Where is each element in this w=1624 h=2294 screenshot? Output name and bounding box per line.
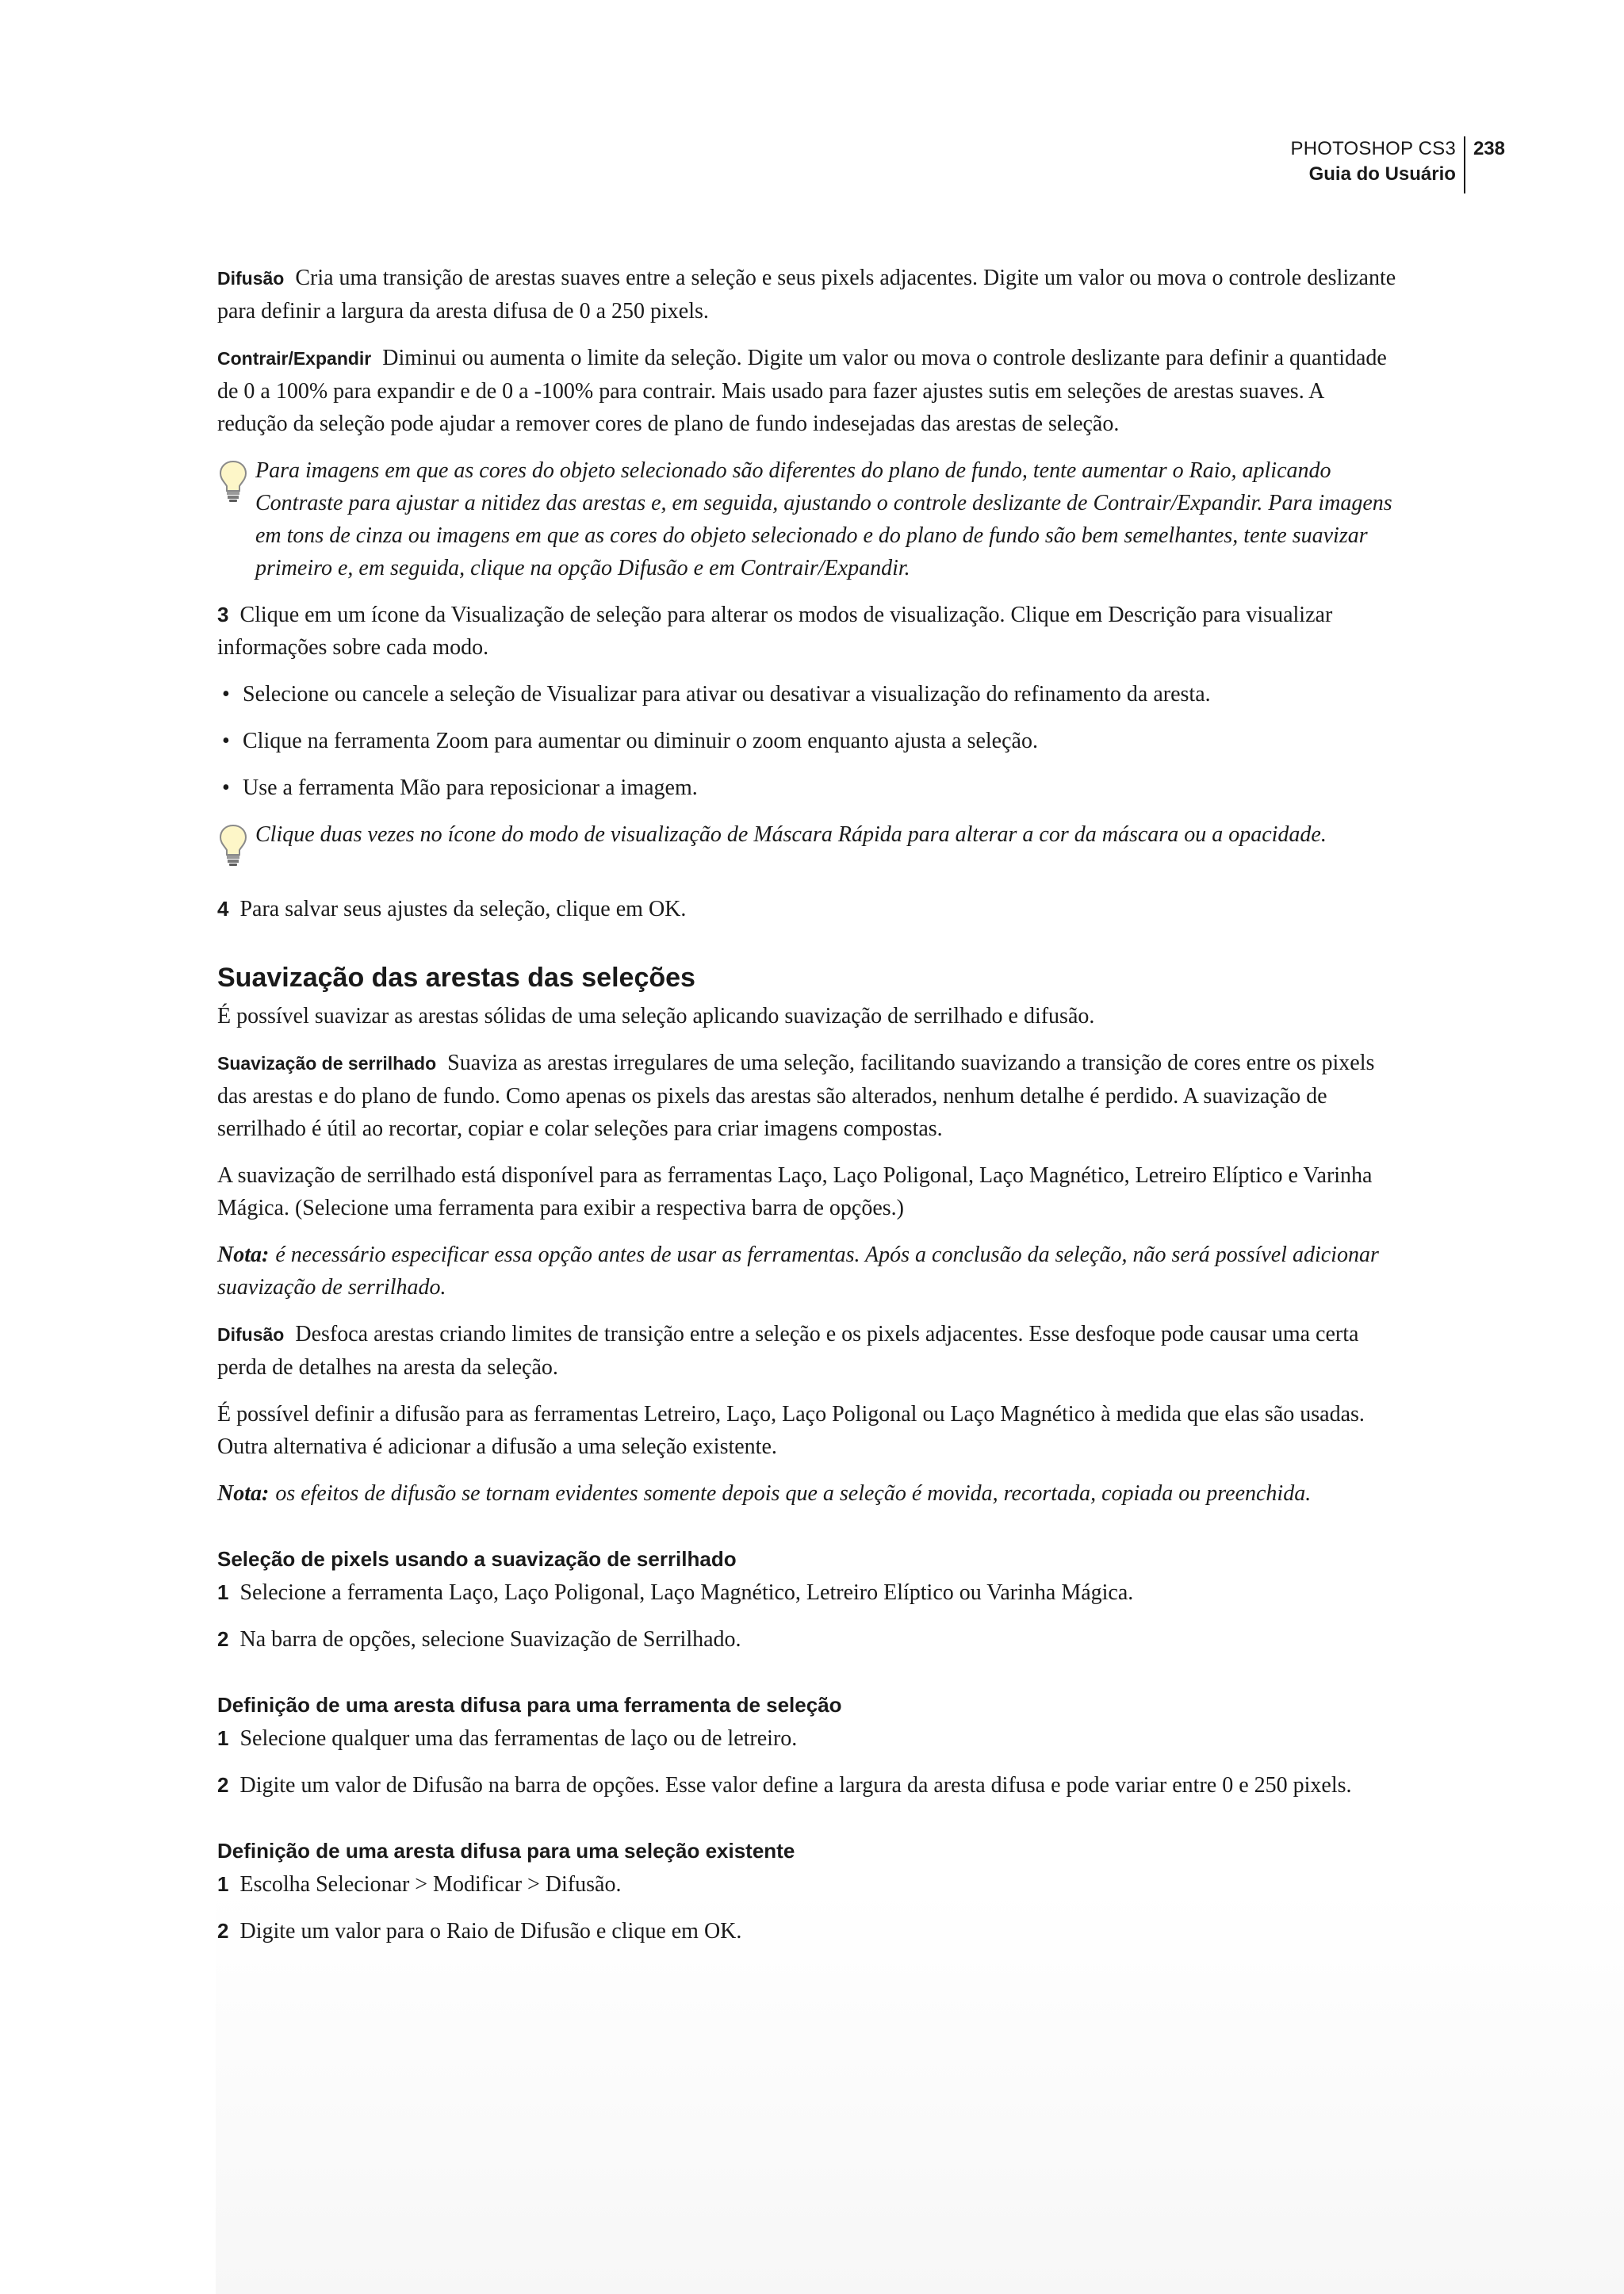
procedure-step (217, 1769, 1399, 1802)
paragraph-difusao-ferramentas: É possível definir a difusão para as ferramentas Letreiro, Laço, Laço Poligonal ou Laço Magnético à medida que elas são usadas. Outra alternativa é adicionar a difusão a uma seleção existente. (217, 1402, 1365, 1459)
step-4 (217, 893, 1399, 925)
step-3 (217, 599, 1399, 664)
step-number: 1 (217, 1872, 229, 1896)
tip-text: Para imagens em que as cores do objeto selecionado são diferentes do plano de fundo, tente aumentar o Raio, aplicando Contraste para ajustar a nitidez das arestas e, em seguida, ajustando o controle deslizante de Contrair/Expandir. Para imagens em tons de cinza ou imagens em que as cores do objeto selecionado e do plano de fundo são bem semelhantes, tente suavizar primeiro e, em seguida, clique na opção Difusão e em Contrair/Expandir. (255, 458, 1392, 580)
term-label: Suavização de serrilhado (217, 1053, 437, 1074)
section-title: Suavização das arestas das seleções (217, 963, 695, 993)
lightbulb-icon (217, 459, 249, 504)
paragraph-contrair-expandir (217, 342, 1399, 440)
running-header (1291, 136, 1506, 193)
paragraph-difusao (217, 262, 1399, 327)
bullet-item (217, 678, 1399, 710)
note-text: os efeitos de difusão se tornam evidentes somente depois que a seleção é movida, recortada, copiada ou preenchida. (275, 1481, 1312, 1506)
note-text: é necessário especificar essa opção antes de usar as ferramentas. Após a conclusão da seleção, não será possível adicionar suavização de serrilhado. (217, 1243, 1379, 1300)
step-text: Na barra de opções, selecione Suavização de Serrilhado. (239, 1627, 741, 1652)
term-description: Diminui ou aumenta o limite da seleção. Digite um valor ou mova o controle deslizante para definir a quantidade de 0 a 100% para expandir e de 0 a -100% para contrair. Mais usado para fazer ajustes sutis em seleções de arestas suaves. A redução da seleção pode ajudar a remover cores de plano de fundo indesejadas das arestas de seleção. (217, 346, 1387, 436)
note (217, 1477, 1399, 1510)
tip-text: Clique duas vezes no ícone do modo de visualização de Máscara Rápida para alterar a cor da máscara ou a opacidade. (255, 822, 1327, 847)
tip-block (217, 818, 1399, 869)
step-number: 3 (217, 603, 229, 626)
step-text: Para salvar seus ajustes da seleção, clique em OK. (239, 897, 687, 921)
step-text: Escolha Selecionar > Modificar > Difusão. (239, 1872, 622, 1897)
step-number: 1 (217, 1726, 229, 1750)
procedure-step (217, 1623, 1399, 1656)
procedure-step (217, 1722, 1399, 1755)
page-number: 238 (1473, 138, 1505, 159)
note-label: Nota: (217, 1481, 270, 1506)
procedure-step (217, 1868, 1399, 1901)
bullet-marker: • (222, 682, 230, 707)
note-label: Nota: (217, 1243, 270, 1267)
paragraph-ferramentas: A suavização de serrilhado está disponível para as ferramentas Laço, Laço Poligonal, Laço Magnético, Letreiro Elíptico e Varinha Mágica. (Selecione uma ferramenta para exibir a respectiva barra de opções.) (217, 1163, 1373, 1220)
tip-block (217, 454, 1399, 584)
section-intro: É possível suavizar as arestas sólidas de uma seleção aplicando suavização de serrilhado e difusão. (217, 1004, 1095, 1028)
term-label: Difusão (217, 268, 285, 289)
step-number: 4 (217, 897, 229, 921)
subsection-title: Definição de uma aresta difusa para uma ferramenta de seleção (217, 1693, 842, 1717)
paragraph-difusao-2 (217, 1318, 1399, 1384)
page-content (217, 262, 1399, 1962)
lightbulb-icon (217, 823, 249, 867)
bullet-marker: • (222, 729, 230, 753)
bullet-text: Use a ferramenta Mão para reposicionar a imagem. (243, 776, 698, 800)
subsection-title: Definição de uma aresta difusa para uma seleção existente (217, 1839, 795, 1863)
bullet-text: Selecione ou cancele a seleção de Visualizar para ativar ou desativar a visualização do refinamento da aresta. (243, 682, 1211, 707)
term-label: Difusão (217, 1324, 285, 1345)
step-number: 1 (217, 1580, 229, 1604)
bullet-text: Clique na ferramenta Zoom para aumentar ou diminuir o zoom enquanto ajusta a seleção. (243, 729, 1038, 753)
term-description: Cria uma transição de arestas suaves entre a seleção e seus pixels adjacentes. Digite um valor ou mova o controle deslizante para definir a largura da aresta difusa de 0 a 250 pixels. (217, 266, 1396, 324)
bullet-item (217, 725, 1399, 757)
note (217, 1239, 1399, 1304)
step-text: Selecione a ferramenta Laço, Laço Poligonal, Laço Magnético, Letreiro Elíptico ou Varinha Mágica. (239, 1580, 1134, 1605)
header-guide: Guia do Usuário (1308, 163, 1456, 185)
term-description: Suaviza as arestas irregulares de uma seleção, facilitando suavizando a transição de cores entre os pixels das arestas e do plano de fundo. Como apenas os pixels das arestas são alterados, nenhum detalhe é perdido. A suavização de serrilhado é útil ao recortar, copiar e colar seleções para criar imagens compostas. (217, 1051, 1375, 1141)
step-number: 2 (217, 1627, 229, 1651)
subsection-title: Seleção de pixels usando a suavização de serrilhado (217, 1547, 737, 1571)
step-text: Digite um valor para o Raio de Difusão e clique em OK. (239, 1919, 742, 1944)
term-label: Contrair/Expandir (217, 348, 372, 369)
term-description: Desfoca arestas criando limites de transição entre a seleção e os pixels adjacentes. Esse desfoque pode causar uma certa perda de detalhes na aresta da seleção. (217, 1322, 1359, 1380)
step-number: 2 (217, 1919, 229, 1943)
step-text: Clique em um ícone da Visualização de seleção para alterar os modos de visualização. Clique em Descrição para visualizar informações sobre cada modo. (217, 603, 1333, 660)
header-product: PHOTOSHOP CS3 (1290, 138, 1456, 159)
bullet-item (217, 772, 1399, 804)
step-number: 2 (217, 1773, 229, 1797)
bullet-marker: • (222, 776, 230, 800)
step-text: Digite um valor de Difusão na barra de opções. Esse valor define a largura da aresta difusa e pode variar entre 0 e 250 pixels. (239, 1773, 1352, 1798)
step-text: Selecione qualquer uma das ferramentas de laço ou de letreiro. (239, 1726, 798, 1751)
procedure-step (217, 1576, 1399, 1609)
procedure-step (217, 1915, 1399, 1947)
header-text (1291, 136, 1464, 187)
paragraph-suavizacao (217, 1047, 1399, 1145)
